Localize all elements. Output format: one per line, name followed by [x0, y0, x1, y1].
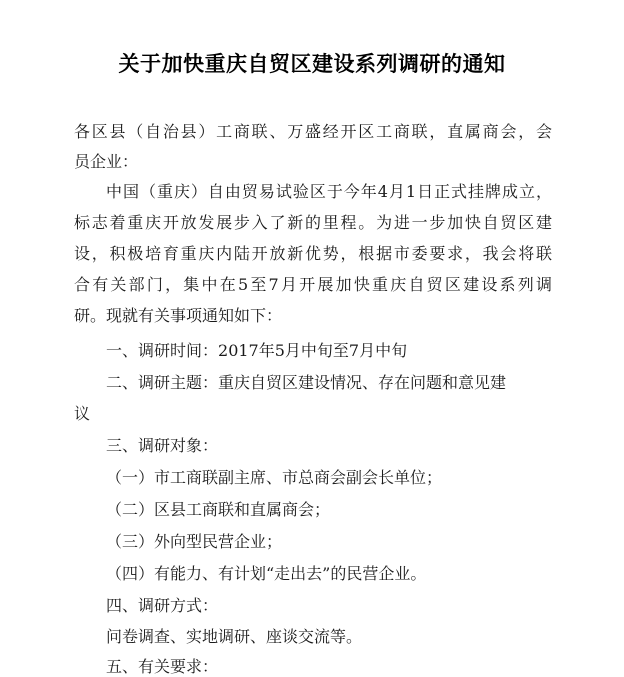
- target-item-3: （三）外向型民营企业；: [106, 532, 283, 551]
- salutation-line-1: 各区县（自治县）工商联、万盛经开区工商联，直属商会，会: [74, 122, 552, 141]
- intro-line-4: 合有关部门，集中在5至7月开展加快重庆自贸区建设系列调: [74, 275, 552, 294]
- section-time-heading: 一、调研时间：: [106, 341, 219, 360]
- intro-line-2: 标志着重庆开放发展步入了新的里程。为进一步加快自贸区建: [74, 213, 552, 232]
- target-item-2: （二）区县工商联和直属商会；: [106, 500, 331, 519]
- section-theme-heading: 二、调研主题：: [106, 373, 219, 392]
- section-targets-heading: 三、调研对象：: [106, 436, 219, 455]
- intro-line-1: 中国（重庆）自由贸易试验区于今年4月1日正式挂牌成立，: [106, 182, 552, 201]
- section-method-heading: 四、调研方式：: [106, 596, 219, 615]
- section-method-text: 问卷调查、实地调研、座谈交流等。: [106, 627, 363, 646]
- intro-line-3: 设，积极培育重庆内陆开放新优势，根据市委要求，我会将联: [74, 244, 552, 263]
- section-theme: [106, 373, 506, 393]
- salutation-line-2: 员企业：: [74, 152, 139, 171]
- section-time-text: 2017年5月中旬至7月中旬: [218, 341, 408, 360]
- intro-line-5: 研。现就有关事项通知如下：: [74, 306, 283, 325]
- target-item-1: （一）市工商联副主席、市总商会副会长单位；: [106, 468, 443, 487]
- section-time: [106, 341, 407, 361]
- target-item-4: （四）有能力、有计划“走出去”的民营企业。: [106, 564, 427, 583]
- section-theme-text: 重庆自贸区建设情况、存在问题和意见建: [218, 373, 507, 392]
- document-title: 关于加快重庆自贸区建设系列调研的通知: [118, 52, 506, 76]
- section-theme-text-cont: 议: [74, 404, 91, 423]
- section-requirements-heading: 五、有关要求：: [106, 657, 219, 676]
